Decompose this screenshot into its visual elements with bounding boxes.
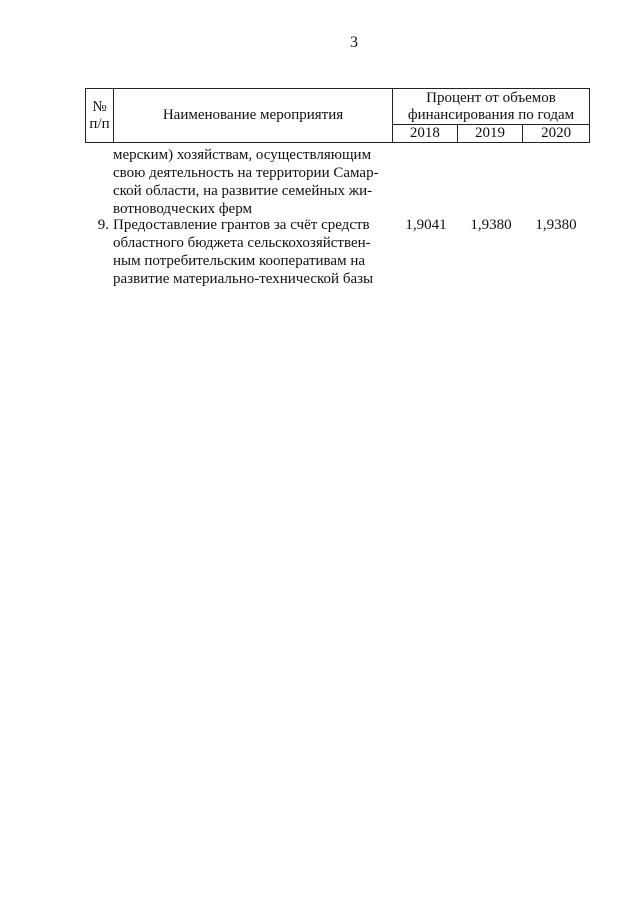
table-header (85, 88, 590, 143)
text-line: мерским) хозяйствам, осуществляющим (113, 147, 372, 163)
text-line: Предоставление грантов за счёт средств (113, 217, 370, 233)
header-year-2019: 2019 (457, 125, 523, 143)
text-line: свою деятельность на территории Самар- (113, 165, 379, 181)
text-line: ным потребительским кооперативам на (113, 253, 366, 269)
row-number: 9. (97, 217, 109, 233)
row-value-2018: 1,9041 (405, 217, 447, 233)
text-line: развитие материально-технической базы (113, 271, 374, 287)
header-year-2020: 2020 (523, 125, 590, 143)
header-percent-label-sub: финансирования по годам (407, 106, 575, 123)
row-value-2019: 1,9380 (470, 217, 512, 233)
page-number: 3 (350, 34, 358, 51)
header-number-cell (86, 89, 114, 143)
row-value-2020: 1,9380 (535, 217, 577, 233)
text-line: областного бюджета сельскохозяйствен- (113, 235, 371, 251)
header-name-cell (114, 89, 393, 143)
header-number-label-sub: п/п (89, 115, 110, 132)
text-line: ской области, на развитие семейных жи- (113, 183, 373, 199)
header-percent-cell (393, 89, 590, 125)
header-year-2018: 2018 (393, 125, 458, 143)
row-name (113, 216, 392, 288)
header-percent-label: Процент от объемов (426, 89, 556, 106)
text-line: вотноводческих ферм (113, 201, 252, 217)
header-name-label: Наименование мероприятия (162, 107, 344, 123)
continued-row-text (113, 146, 392, 218)
header-number-label: № (92, 98, 107, 115)
